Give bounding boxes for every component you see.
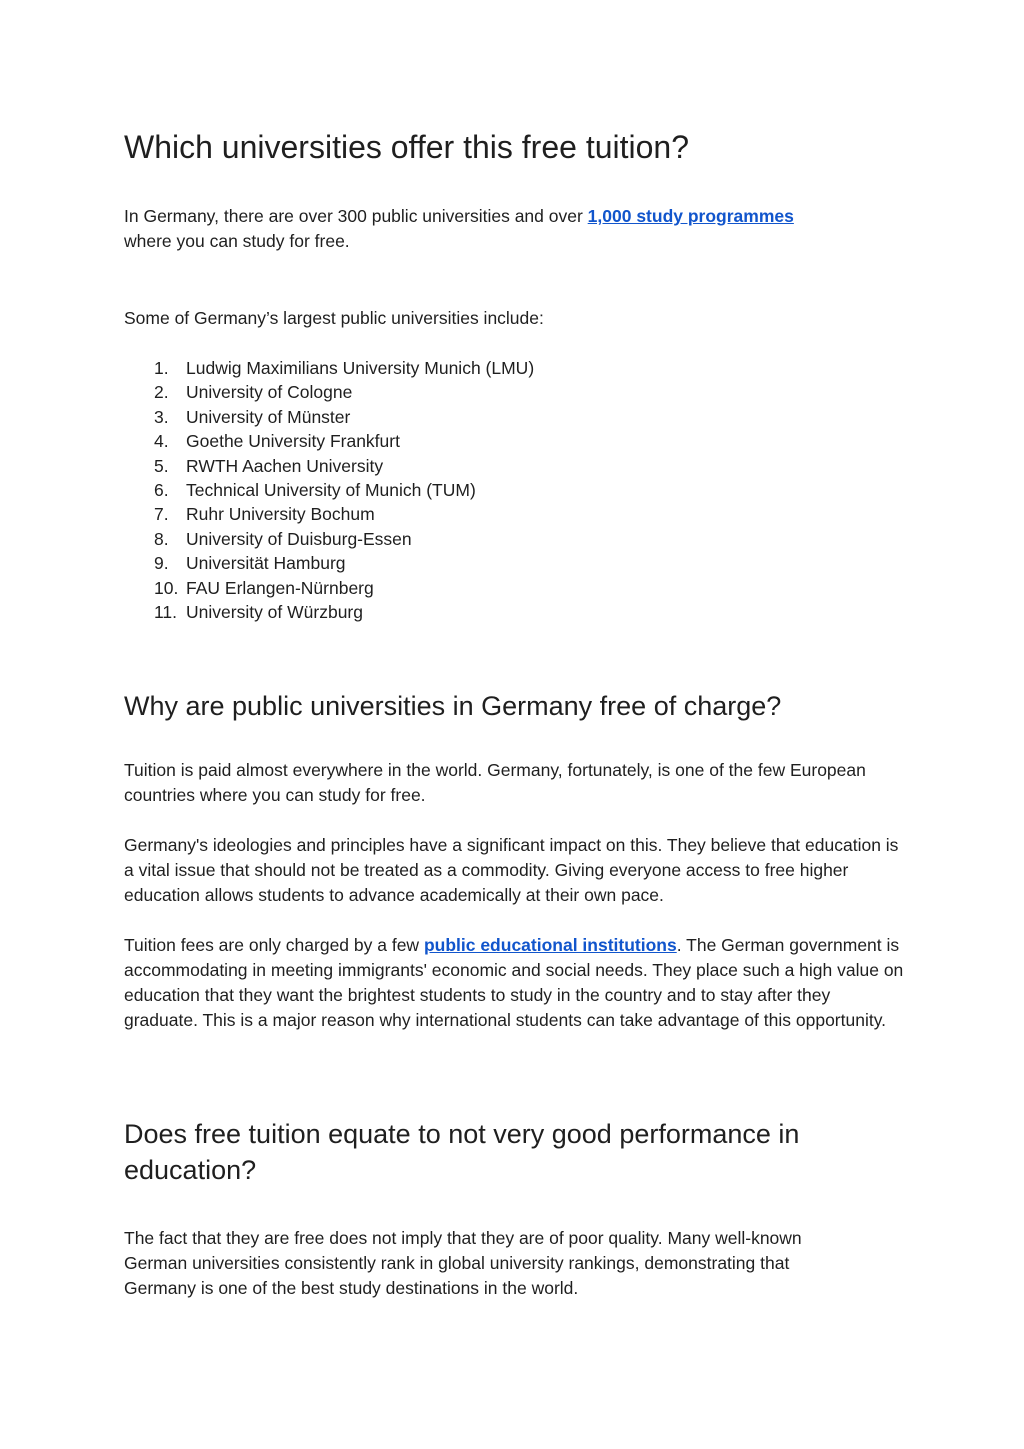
list-intro-text: Some of Germany’s largest public universities include: [124,308,544,328]
university-list-item [124,576,904,600]
list-item-number: 5. [154,455,169,476]
quality-paragraph-text: The fact that they are free does not imply that they are of poor quality. Many well-known German universities consistently rank in global university rankings, demonstrating that Germany is one of the best study destinations in the world. [124,1228,802,1298]
heading-free-tuition-universities: Which universities offer this free tuition? [124,129,689,165]
university-name: FAU Erlangen-Nürnberg [186,577,374,598]
university-name: Goethe University Frankfurt [186,431,400,452]
list-item-number: 9. [154,553,169,574]
university-list-item [124,478,904,502]
university-name: Ruhr University Bochum [186,504,375,525]
intro-text-start: In Germany, there are over 300 public universities and over [124,206,588,226]
university-name: University of Cologne [186,382,353,403]
university-name: Technical University of Munich (TUM) [186,480,476,501]
university-list-item [124,600,904,624]
list-item-number: 1. [154,358,169,378]
university-list-item [124,551,904,575]
list-intro-paragraph [124,306,904,331]
list-item-number: 7. [154,504,169,525]
university-name: University of Würzburg [186,602,363,623]
section-performance [124,1116,844,1188]
intro-text-end: where you can study for free. [124,231,350,251]
section-why-free [124,688,904,724]
why-paragraph-3-start: Tuition fees are only charged by a few [124,935,424,955]
list-item-number: 6. [154,480,169,501]
heading-performance: Does free tuition equate to not very good performance in education? [124,1119,800,1185]
university-list-item [124,527,904,551]
university-name: University of Münster [186,406,351,427]
quality-paragraph [124,1226,864,1301]
universities-list-container [124,356,904,624]
why-paragraph-1 [124,758,904,808]
university-list-item [124,380,904,404]
university-list-item [124,356,904,380]
why-paragraph-3-end: . The German government is accommodating in meeting immigrants' economic and social needs. They place such a high value on education that they want the brightest students to study in the country and to stay after they graduate. This is a major reason why international students can take advantage of this opportunity. [124,935,904,1030]
list-item-number: 10. [154,577,179,598]
list-item-number: 4. [154,431,169,452]
university-list-item [124,454,904,478]
university-name: University of Duisburg-Essen [186,528,412,549]
public-educational-institutions-link[interactable]: public educational institutions [423,935,677,955]
why-paragraph-2-text: Germany's ideologies and principles have a significant impact on this. They believe that education is a vital issue that should not be treated as a commodity. Giving everyone access to free higher education allows students to advance academically at their own pace. [124,835,899,905]
heading-why-free: Why are public universities in Germany free of charge? [124,691,782,721]
university-name: RWTH Aachen University [186,455,384,476]
university-list-item [124,405,904,429]
university-list-item [124,429,904,453]
list-item-number: 3. [154,406,169,427]
list-item-number: 2. [154,382,169,403]
intro-paragraph [124,204,904,254]
list-item-number: 8. [154,528,169,549]
why-paragraph-1-text: Tuition is paid almost everywhere in the world. Germany, fortunately, is one of the few European countries where you can study for free. [124,760,866,805]
university-name: Ludwig Maximilians University Munich (LMU) [186,358,535,378]
why-paragraph-3 [124,933,904,1033]
university-name: Universität Hamburg [186,553,346,574]
list-item-number: 11. [154,602,178,623]
universities-list [124,356,904,624]
university-list-item [124,502,904,526]
study-programmes-link[interactable]: 1,000 study programmes [587,206,794,226]
why-paragraph-2 [124,833,904,908]
